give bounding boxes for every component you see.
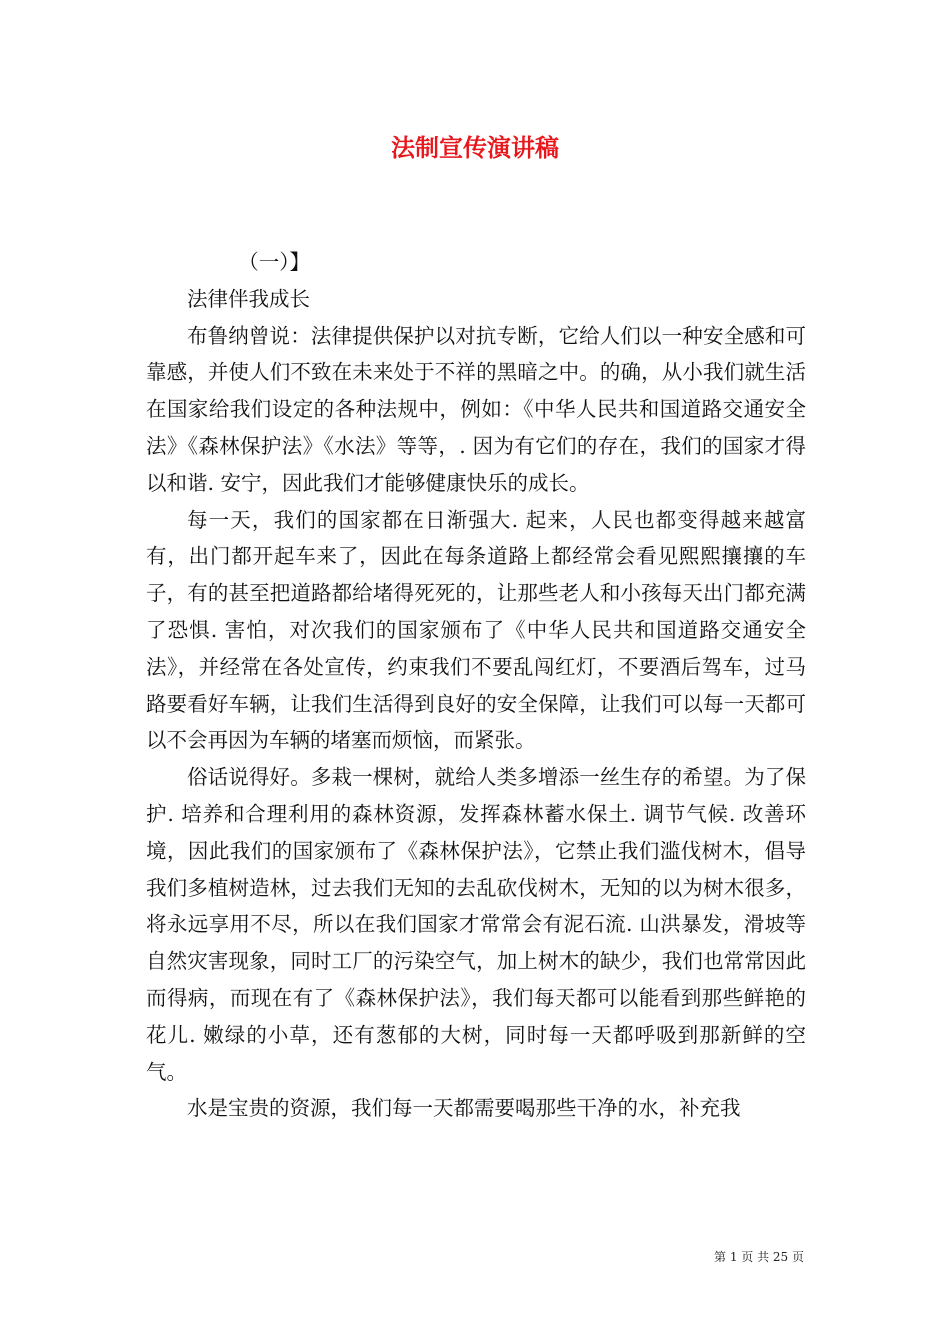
page-number: 第 1 页 共 25 页 <box>714 1250 804 1264</box>
document-body <box>146 244 806 1127</box>
section-mark: （一）】 <box>238 250 310 274</box>
paragraph: 水是宝贵的资源，我们每一天都需要喝那些干净的水，补充我 <box>187 1096 741 1121</box>
paragraph: 布鲁纳曾说：法律提供保护以对抗专断，它给人们以一种安全感和可靠感，并使人们不致在未来处于不祥的黑暗之中。的确，从小我们就生活在国家给我们设定的各种法规中，例如：《中华人民共和国道路交通安全法》《森林保护法》《水法》等等，. 因为有它们的存在，我们的国家才得以和谐. 安宁，因此我们才能够健康快乐的成长。 <box>146 323 806 495</box>
paragraph: 俗话说得好。多栽一棵树，就给人类多增添一丝生存的希望。为了保护. 培养和合理利用的森林资源，发挥森林蓄水保土. 调节气候. 改善环境，因此我们的国家颁布了《森林保护法》，它禁止我们滥伐树木，倡导我们多植树造林，过去我们无知的去乱砍伐树木，无知的以为树木很多，将永远享用不尽，所以在我们国家才常常会有泥石流. 山洪暴发，滑坡等自然灾害现象，同时工厂的污染空气，加上树木的缺少，我们也常常因此而得病，而现在有了《森林保护法》，我们每天都可以能看到那些鲜艳的花儿. 嫩绿的小草，还有葱郁的大树，同时每一天都呼吸到那新鲜的空气。 <box>146 765 806 1084</box>
section-heading: 法律伴我成长 <box>187 286 310 311</box>
paragraph: 每一天，我们的国家都在日渐强大. 起来，人民也都变得越来越富有，出门都开起车来了，因此在每条道路上都经常会看见熙熙攘攘的车子，有的甚至把道路都给堵得死死的，让那些老人和小孩每天出门都充满了恐惧. 害怕，对次我们的国家颁布了《中华人民共和国道路交通安全法》，并经常在各处宣传，约束我们不要乱闯红灯，不要酒后驾车，过马路要看好车辆，让我们生活得到良好的安全保障，让我们可以每一天都可以不会再因为车辆的堵塞而烦恼，而紧张。 <box>146 507 806 753</box>
document-title: 法制宣传演讲稿 <box>391 133 559 162</box>
